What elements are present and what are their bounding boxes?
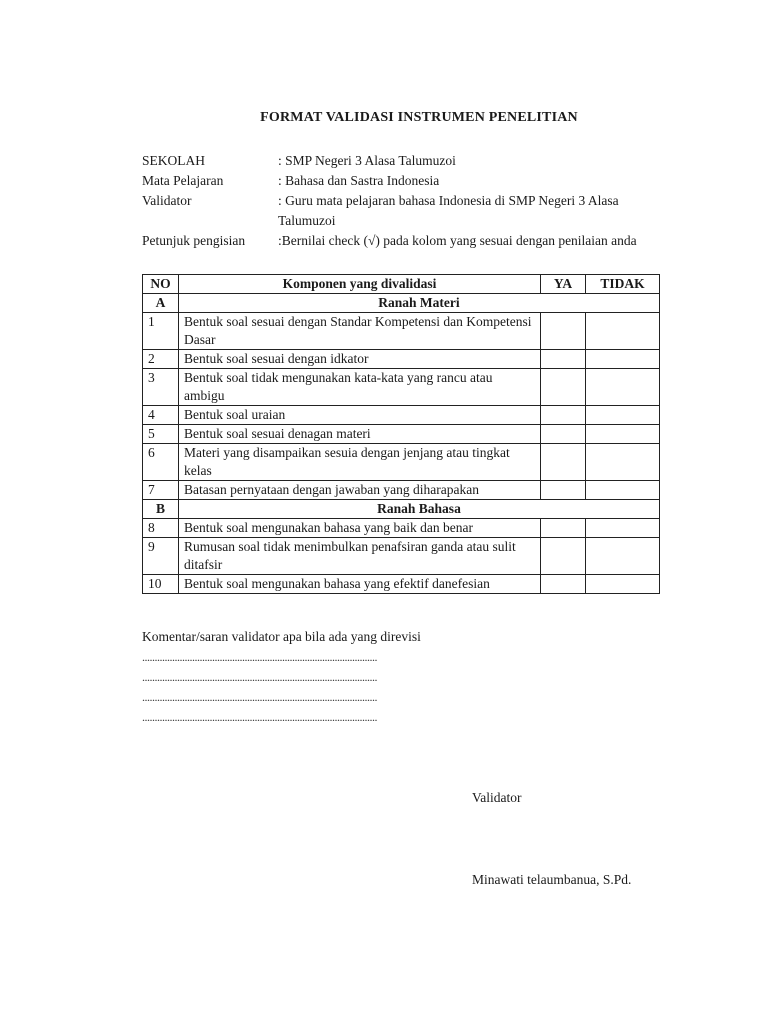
section-row	[143, 500, 660, 519]
row-component: Bentuk soal sesuai denagan materi	[178, 425, 540, 444]
row-component: Bentuk soal tidak mengunakan kata-kata yang rancu atau ambigu	[178, 369, 540, 406]
section-title: Ranah Bahasa	[178, 500, 659, 519]
tidak-checkbox-cell[interactable]	[586, 538, 660, 575]
table-row	[143, 406, 660, 425]
tidak-checkbox-cell[interactable]	[586, 444, 660, 481]
info-row-school	[142, 151, 672, 171]
row-component: Bentuk soal sesuai dengan idkator	[178, 350, 540, 369]
section-row	[143, 294, 660, 313]
comment-line[interactable]: ..............................................................................................	[142, 650, 377, 664]
tidak-checkbox-cell[interactable]	[586, 481, 660, 500]
row-component: Bentuk soal sesuai dengan Standar Kompetensi dan Kompetensi Dasar	[178, 313, 540, 350]
row-number: 4	[143, 406, 179, 425]
info-row-instructions	[142, 231, 672, 251]
document-title: FORMAT VALIDASI INSTRUMEN PENELITIAN	[260, 110, 578, 125]
validation-table	[142, 274, 660, 594]
comment-line[interactable]: ..............................................................................................	[142, 690, 377, 704]
section-letter: A	[143, 294, 179, 313]
signature-name: Minawati telaumbanua, S.Pd.	[472, 872, 632, 887]
info-label: SEKOLAH	[142, 153, 205, 168]
header-tidak: TIDAK	[586, 275, 660, 294]
info-row-validator	[142, 191, 672, 231]
tidak-checkbox-cell[interactable]	[586, 350, 660, 369]
comment-label: Komentar/saran validator apa bila ada yang direvisi	[142, 629, 421, 644]
ya-checkbox-cell[interactable]	[541, 350, 586, 369]
ya-checkbox-cell[interactable]	[541, 406, 586, 425]
table-row	[143, 350, 660, 369]
info-block	[142, 151, 672, 251]
row-number: 10	[143, 575, 179, 594]
row-number: 3	[143, 369, 179, 406]
header-no: NO	[143, 275, 179, 294]
header-component: Komponen yang divalidasi	[178, 275, 540, 294]
header-ya: YA	[541, 275, 586, 294]
table-row	[143, 425, 660, 444]
row-component: Bentuk soal mengunakan bahasa yang baik dan benar	[178, 519, 540, 538]
info-label: Petunjuk pengisian	[142, 233, 246, 248]
row-number: 7	[143, 481, 179, 500]
info-row-subject	[142, 171, 672, 191]
table-row	[143, 519, 660, 538]
row-component: Rumusan soal tidak menimbulkan penafsiran ganda atau sulit ditafsir	[178, 538, 540, 575]
tidak-checkbox-cell[interactable]	[586, 369, 660, 406]
row-number: 1	[143, 313, 179, 350]
tidak-checkbox-cell[interactable]	[586, 313, 660, 350]
ya-checkbox-cell[interactable]	[541, 444, 586, 481]
ya-checkbox-cell[interactable]	[541, 519, 586, 538]
ya-checkbox-cell[interactable]	[541, 575, 586, 594]
info-label: Mata Pelajaran	[142, 173, 224, 188]
comment-line[interactable]: ..............................................................................................	[142, 710, 377, 724]
table-body	[143, 294, 660, 594]
ya-checkbox-cell[interactable]	[541, 369, 586, 406]
comment-line[interactable]: ..............................................................................................	[142, 670, 377, 684]
row-component: Bentuk soal mengunakan bahasa yang efektif danefesian	[178, 575, 540, 594]
row-number: 5	[143, 425, 179, 444]
row-number: 9	[143, 538, 179, 575]
row-component: Batasan pernyataan dengan jawaban yang diharapakan	[178, 481, 540, 500]
table-row	[143, 481, 660, 500]
row-component: Bentuk soal uraian	[178, 406, 540, 425]
info-value: :Bernilai check (√) pada kolom yang sesuai dengan penilaian anda	[278, 233, 637, 248]
table-row	[143, 369, 660, 406]
ya-checkbox-cell[interactable]	[541, 425, 586, 444]
ya-checkbox-cell[interactable]	[541, 538, 586, 575]
signature-title: Validator	[472, 790, 522, 805]
table-row	[143, 538, 660, 575]
ya-checkbox-cell[interactable]	[541, 313, 586, 350]
table-header-row	[143, 275, 660, 294]
tidak-checkbox-cell[interactable]	[586, 519, 660, 538]
section-title: Ranah Materi	[178, 294, 659, 313]
info-label: Validator	[142, 193, 192, 208]
row-number: 2	[143, 350, 179, 369]
row-number: 8	[143, 519, 179, 538]
table-row	[143, 444, 660, 481]
info-value: : Guru mata pelajaran bahasa Indonesia di SMP Negeri 3 Alasa Talumuzoi	[278, 193, 619, 228]
info-value: : SMP Negeri 3 Alasa Talumuzoi	[278, 153, 456, 168]
table-row	[143, 575, 660, 594]
tidak-checkbox-cell[interactable]	[586, 406, 660, 425]
info-value: : Bahasa dan Sastra Indonesia	[278, 173, 440, 188]
table-row	[143, 313, 660, 350]
ya-checkbox-cell[interactable]	[541, 481, 586, 500]
section-letter: B	[143, 500, 179, 519]
tidak-checkbox-cell[interactable]	[586, 425, 660, 444]
row-component: Materi yang disampaikan sesuia dengan jenjang atau tingkat kelas	[178, 444, 540, 481]
row-number: 6	[143, 444, 179, 481]
tidak-checkbox-cell[interactable]	[586, 575, 660, 594]
